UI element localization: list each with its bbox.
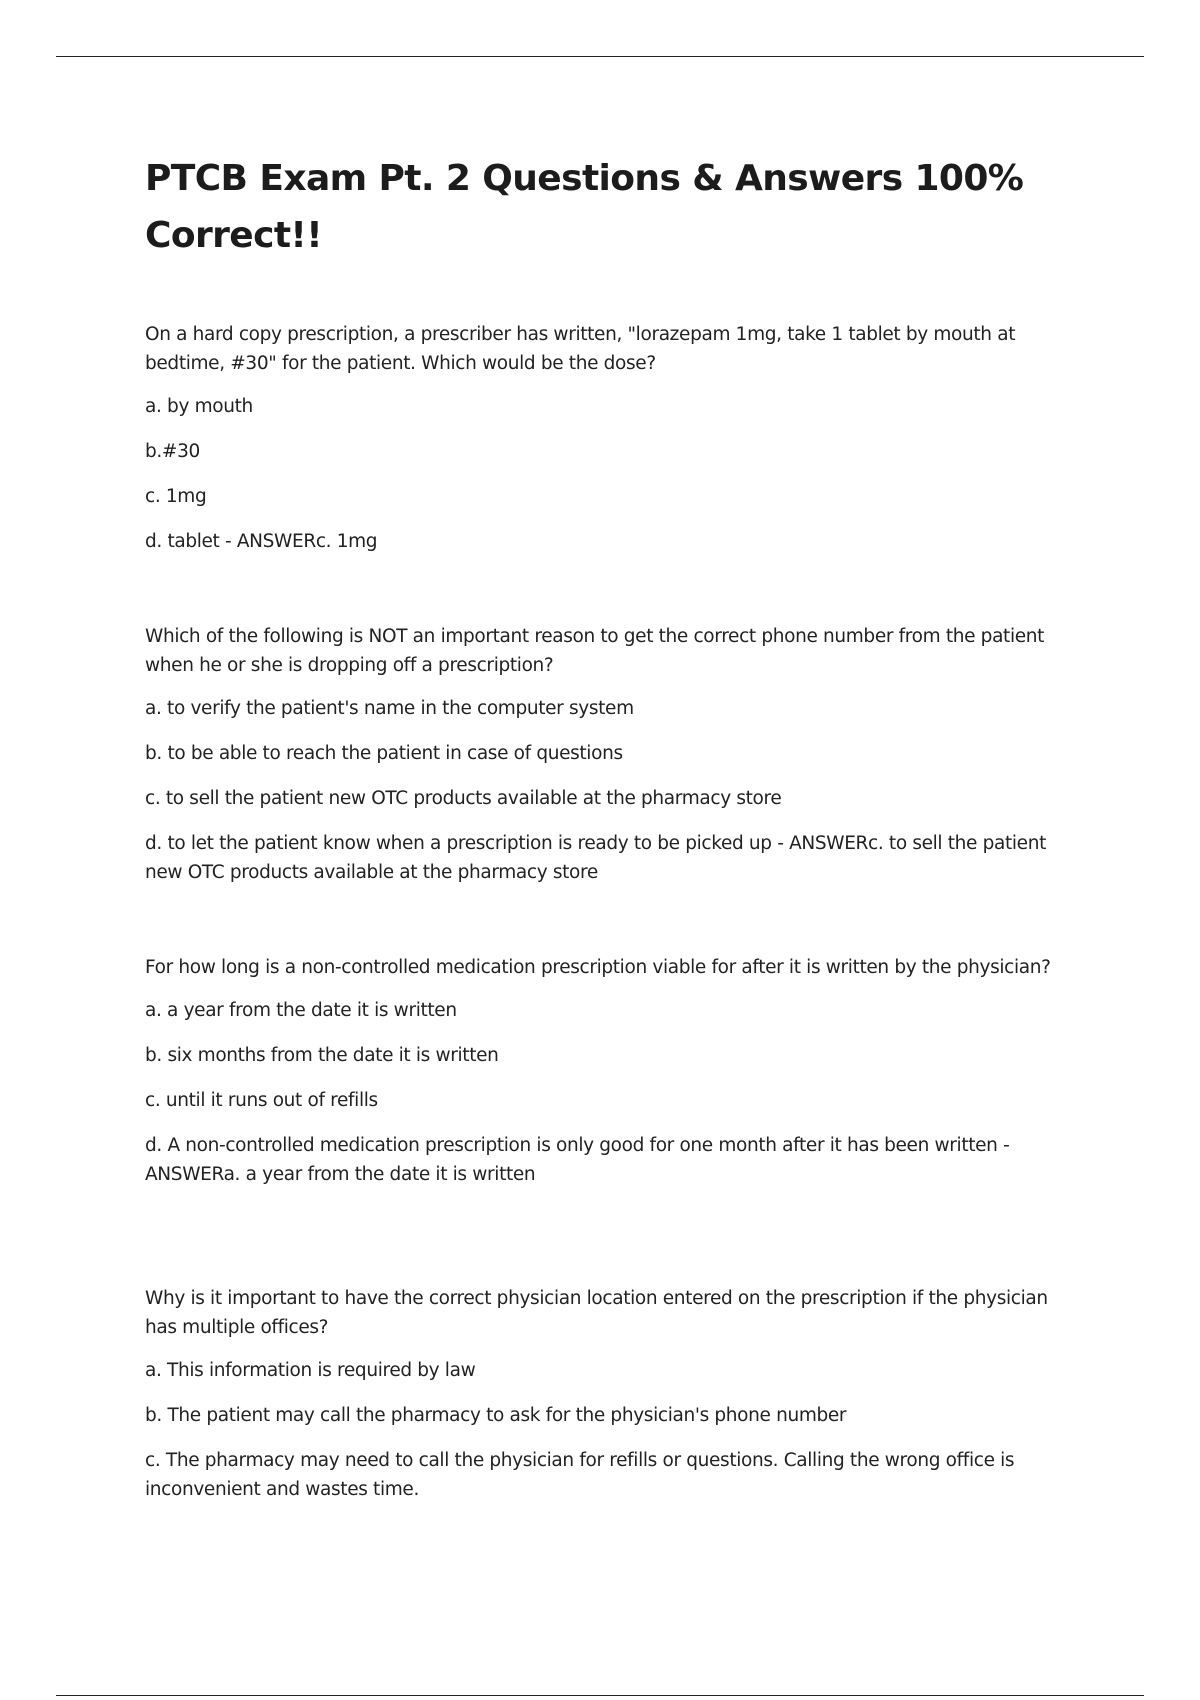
bottom-rule (56, 1695, 1144, 1696)
question-text: For how long is a non-controlled medication prescription viable for after it is written by the physician? (145, 957, 1051, 978)
answer-option: c. to sell the patient new OTC products available at the pharmacy store (145, 788, 782, 809)
answer-option: d. A non-controlled medication prescription is only good for one month after it has been written - ANSWERa. a year from the date it is written (145, 1135, 1010, 1185)
question-text: Why is it important to have the correct physician location entered on the prescription if the physician has multiple offices? (145, 1288, 1048, 1338)
answer-option: b. six months from the date it is written (145, 1045, 499, 1066)
answer-option: a. a year from the date it is written (145, 1000, 457, 1021)
question-text: On a hard copy prescription, a prescriber has written, "lorazepam 1mg, take 1 tablet by mouth at bedtime, #30" for the patient. Which would be the dose? (145, 324, 1016, 374)
question-block-4 (145, 1284, 1065, 1520)
question-block-1 (145, 320, 1065, 572)
answer-option: c. The pharmacy may need to call the physician for refills or questions. Calling the wrong office is inconvenient and wastes time. (145, 1450, 1015, 1500)
question-text: Which of the following is NOT an important reason to get the correct phone number from the patient when he or she is dropping off a prescription? (145, 626, 1045, 676)
question-block-3 (145, 953, 1065, 1205)
answer-option: b. to be able to reach the patient in case of questions (145, 743, 623, 764)
top-rule (56, 56, 1144, 57)
question-block-2 (145, 622, 1065, 903)
answer-option: b.#30 (145, 441, 200, 462)
answer-option: c. 1mg (145, 486, 207, 507)
answer-option: d. to let the patient know when a prescription is ready to be picked up - ANSWERc. to sell the patient new OTC products available at the pharmacy store (145, 833, 1046, 883)
answer-option: b. The patient may call the pharmacy to ask for the physician's phone number (145, 1405, 847, 1426)
answer-option: d. tablet - ANSWERc. 1mg (145, 531, 378, 552)
answer-option: c. until it runs out of refills (145, 1090, 378, 1111)
answer-option: a. by mouth (145, 396, 253, 417)
page-title: PTCB Exam Pt. 2 Questions & Answers 100% Correct!! (145, 158, 1024, 256)
answer-option: a. This information is required by law (145, 1360, 476, 1381)
document-body (145, 150, 1065, 1500)
answer-option: a. to verify the patient's name in the computer system (145, 698, 634, 719)
